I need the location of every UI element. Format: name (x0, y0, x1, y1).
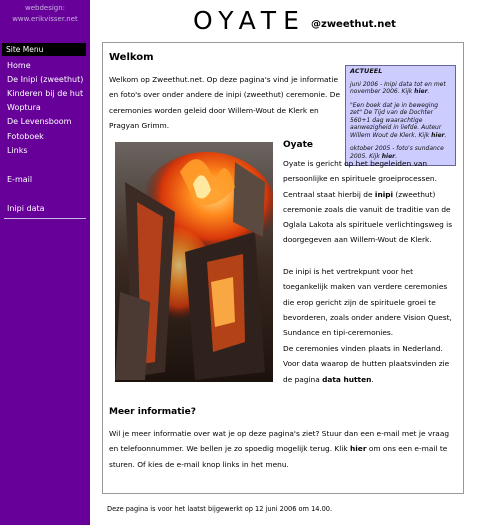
campfire-photo (115, 142, 273, 382)
paragraph-bold: inipi (374, 189, 394, 199)
paragraph-text: Oyate is gericht op het begeleiden van persoonlijke en spirituele groeiprocessen. Centraal staat hierbij de (283, 159, 437, 199)
last-updated-footer: Deze pagina is voor het laatst bijgewerkt op 12 juni 2006 om 14.00. (107, 505, 333, 513)
intro-text: Welkom op Zweethut.net. Op deze pagina's vind je informatie en foto's over onder andere de inipi (zweethut) ceremonie. De ceremonies worden geleid door Willem-Wout de Klerk en Pragyan Grimm. (109, 75, 340, 130)
nav-inipi-data[interactable]: Inipi data (7, 204, 45, 213)
news-end: . (395, 152, 398, 160)
paragraph-text: Wil je meer informatie over wat je op deze pagina's ziet? Stuur dan een e-mail met je vraag en telefoonnummer. We bellen je zo spoedig mogelijk terug. Klik (109, 429, 450, 454)
news-link[interactable]: hier (381, 152, 396, 160)
site-menu-header: Site Menu (2, 43, 86, 56)
nav-inipi[interactable]: De Inipi (zweethut) (7, 75, 84, 84)
news-link[interactable]: hier (414, 88, 428, 95)
oyate-paragraph-1 (283, 156, 455, 248)
data-hutten-link[interactable]: data hutten (322, 374, 372, 384)
site-domain: @zweethut.net (311, 19, 396, 30)
news-box (345, 65, 456, 166)
email-here-link[interactable]: hier (350, 444, 367, 454)
nav-woptura[interactable]: Woptura (7, 103, 41, 112)
news-text: juni 2006 - Inipi data tot en met november 2006. Kijk (350, 80, 446, 95)
oyate-paragraph-2: De inipi is het vertrekpunt voor het toegankelijk maken van verdere ceremonies die erop gericht zijn de spirituele groei te bevorderen, zoals onder andere Vision Quest, Sundance en tipi-ceremonies. (283, 267, 452, 338)
sidebar (0, 0, 90, 525)
site-title: OYATE (193, 6, 306, 35)
oyate-heading: Oyate (283, 140, 313, 150)
menu-divider (4, 218, 86, 219)
nav-levensboom[interactable]: De Levensboom (7, 117, 72, 126)
meer-info-text (109, 426, 455, 472)
welcome-heading: Welkom (109, 52, 154, 63)
news-item (350, 81, 451, 96)
meer-info-heading: Meer informatie? (109, 407, 196, 417)
nav-kinderen[interactable]: Kinderen bij de hut (7, 89, 84, 98)
nav-home[interactable]: Home (7, 61, 31, 70)
content-panel (102, 42, 464, 494)
campfire-image (115, 142, 273, 382)
news-text: oktober 2005 - foto's sundance 2005. Kijk (350, 145, 444, 160)
news-title: ACTUEEL (350, 67, 383, 75)
news-text: "Een boek dat je in beweging zet" De Tijd van de Dochter 560+1 dag waarachtige aanwezigheid in liefde. Auteur Willem Wout de Klerk. Kijk (350, 101, 442, 139)
news-item (350, 102, 451, 140)
paragraph-text: om ons een e-mail te sturen. Of kies de e-mail knop links in het menu. (109, 444, 448, 469)
news-end: . (444, 131, 447, 139)
nav-links[interactable]: Links (7, 146, 28, 155)
paragraph-text: . (371, 374, 374, 384)
webdesign-credit (0, 3, 90, 25)
oyate-paragraph-3 (283, 341, 455, 387)
paragraph-text: De ceremonies vinden plaats in Nederland. Voor data waarop de hutten plaatsvinden zie de pagina (283, 344, 450, 384)
credit-link[interactable]: www.erikvisser.net (12, 15, 78, 23)
news-link[interactable]: hier (431, 131, 445, 139)
nav-email[interactable]: E-mail (7, 175, 33, 184)
paragraph-text: (zweethut) ceremonie zoals die vanuit de traditie van de Oglala Lakota als spirituele verlichtingsweg is doorgegeven aan Willem-Wout de Klerk. (283, 189, 453, 245)
news-end: . (427, 88, 430, 95)
credit-label: webdesign: (24, 4, 66, 12)
nav-fotoboek[interactable]: Fotoboek (7, 132, 44, 141)
